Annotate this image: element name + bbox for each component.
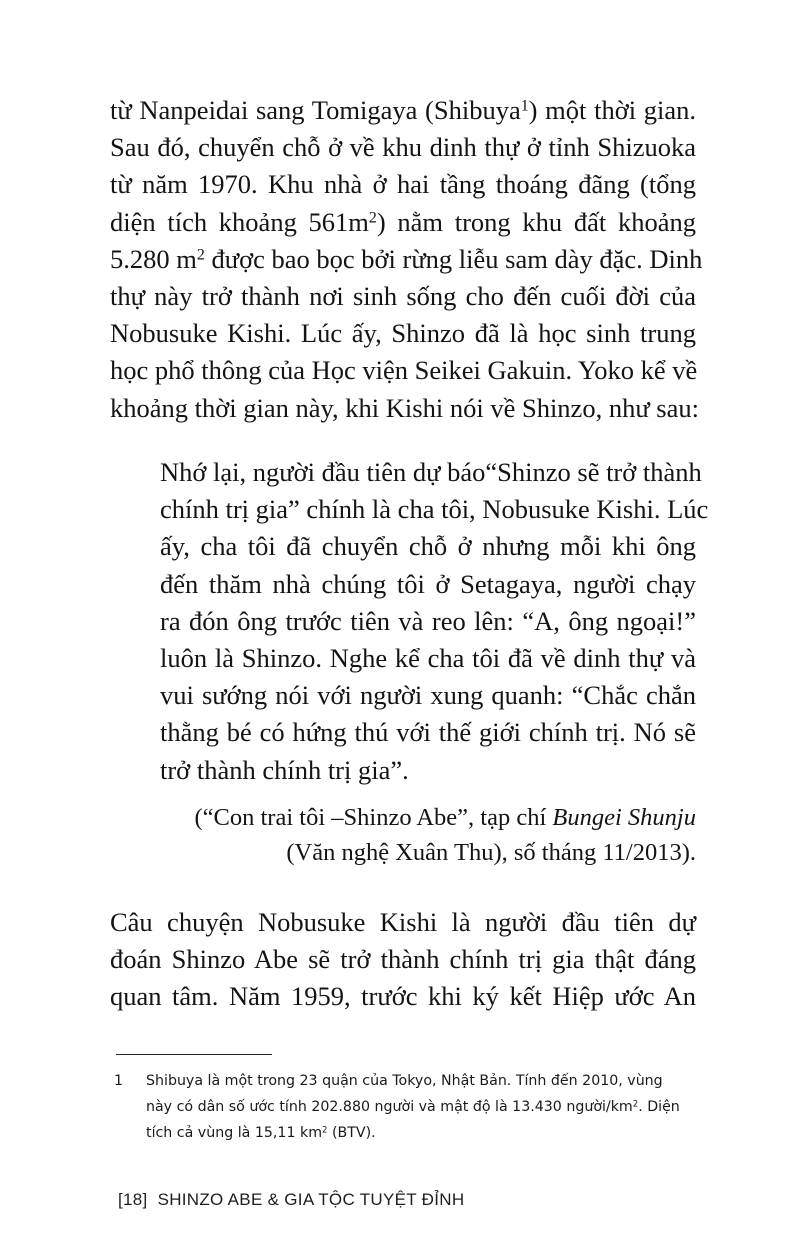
- text-line: học phổ thông của Học viện Seikei Gakuin. Yoko kể về: [110, 355, 698, 386]
- quote-line: ra đón ông trước tiên và reo lên: “A, ông ngoại!”: [160, 605, 696, 636]
- text-line: 5.280 $m^2$ được bao bọc bởi rừng liễu sam dày đặc. Dinh: [110, 243, 703, 274]
- citation-line: (“Con trai tôi –Shinzo Abe”, tạp chí Bungei Shunju: [194, 804, 696, 831]
- quote-line: đến thăm nhà chúng tôi ở Setagaya, người chạy: [160, 568, 696, 599]
- quote-line: thằng bé có hứng thú với thế giới chính trị. Nó sẽ: [160, 717, 696, 748]
- footnote-line: tích cả vùng là 15,11 $km^2$ (BTV).: [146, 1125, 376, 1141]
- footnote-divider: [116, 1054, 272, 1055]
- footnote-line: Shibuya là một trong 23 quận của Tokyo, Nhật Bản. Tính đến 2010, vùng: [146, 1073, 663, 1089]
- citation-line: (Văn nghệ Xuân Thu), số tháng 11/2013).: [286, 839, 696, 866]
- footnote: [114, 1068, 704, 1146]
- quote-line: ấy, cha tôi đã chuyển chỗ ở nhưng mỗi khi ông: [160, 531, 696, 562]
- text-line: khoảng thời gian này, khi Kishi nói về Shinzo, như sau:: [110, 392, 699, 423]
- text-line: Nobusuke Kishi. Lúc ấy, Shinzo đã là học sinh trung: [110, 318, 696, 349]
- text-line: từ Nanpeidai sang Tomigaya (Shibuya$^1$) một thời gian.: [110, 95, 696, 125]
- text-line: Sau đó, chuyển chỗ ở về khu dinh thự ở tỉnh Shizuoka: [110, 132, 696, 163]
- text-line: đoán Shinzo Abe sẽ trở thành chính trị gia thật đáng: [110, 944, 696, 975]
- quote-line: chính trị gia” chính là cha tôi, Nobusuke Kishi. Lúc: [160, 494, 709, 525]
- quote-line: Nhớ lại, người đầu tiên dự báo“Shinzo sẽ trở thành: [160, 457, 702, 487]
- text-line: diện tích khoảng $561m^2$) nằm trong khu đất khoảng: [110, 206, 696, 237]
- text-line: thự này trở thành nơi sinh sống cho đến cuối đời của: [110, 281, 696, 312]
- paragraph-1: [110, 92, 703, 427]
- page-number: [18]: [118, 1190, 148, 1209]
- footnote-text: [146, 1068, 704, 1146]
- book-title: SHINZO ABE & GIA TỘC TUYỆT ĐỈNH: [157, 1190, 465, 1209]
- block-quote: [160, 454, 709, 789]
- quote-citation: [136, 800, 696, 870]
- running-footer: [118, 1190, 464, 1210]
- paragraph-2: [110, 904, 696, 1016]
- footnote-number: 1: [114, 1073, 124, 1089]
- footnote-line: này có dân số ước tính 202.880 người và mật độ là 13.430 người/$km^2$. Diện: [146, 1099, 680, 1115]
- quote-line: luôn là Shinzo. Nghe kể cha tôi đã về dinh thự và: [160, 643, 696, 674]
- text-line: Câu chuyện Nobusuke Kishi là người đầu tiên dự: [110, 907, 696, 937]
- text-line: từ năm 1970. Khu nhà ở hai tầng thoáng đãng (tổng: [110, 169, 696, 200]
- quote-line: vui sướng nói với người xung quanh: “Chắc chắn: [160, 680, 696, 711]
- text-line: quan tâm. Năm 1959, trước khi ký kết Hiệp ước An: [110, 981, 696, 1012]
- quote-line: trở thành chính trị gia”.: [160, 754, 409, 785]
